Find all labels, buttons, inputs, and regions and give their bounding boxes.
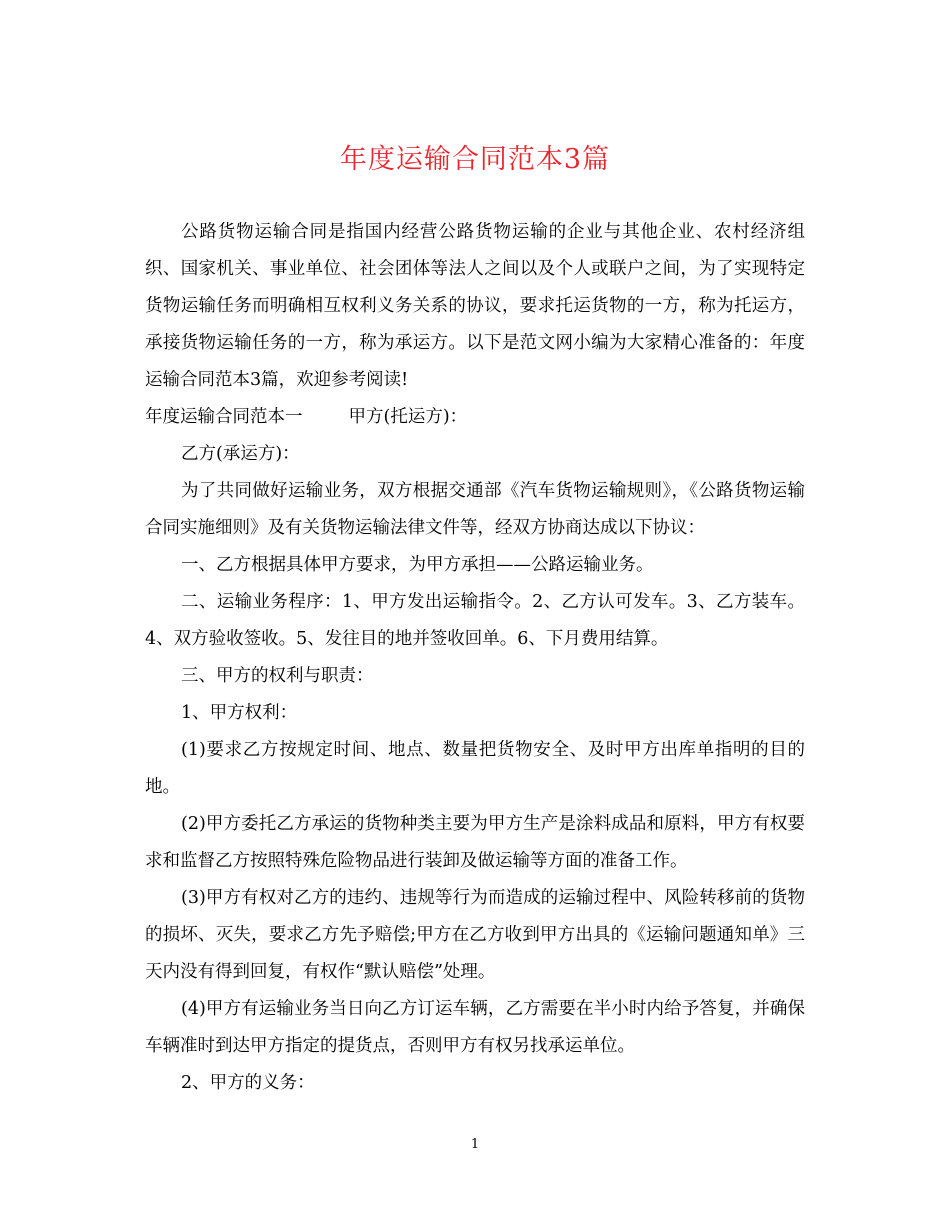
document-title: 年度运输合同范本3篇: [339, 144, 611, 175]
section-heading: 年度运输合同范本一: [145, 407, 303, 427]
party-a-right-4: (4)甲方有运输业务当日向乙方订运车辆，乙方需要在半小时内给予答复，并确保车辆准时到达甲方指定的提货点，否则甲方有权另找承运单位。: [145, 999, 805, 1056]
agreement-preamble: 为了共同做好运输业务，双方根据交通部《汽车货物运输规则》，《公路货物运输合同实施细则》及有关货物运输法律文件等，经双方协商达成以下协议：: [145, 481, 805, 538]
clause-three-heading: 三、甲方的权利与职责：: [181, 666, 374, 686]
party-a-duties-heading: 2、甲方的义务：: [181, 1073, 315, 1093]
page-number: 1: [470, 1137, 480, 1152]
party-a-right-1: (1)要求乙方按规定时间、地点、数量把货物安全、及时甲方出库单指明的目的地。: [145, 740, 805, 797]
party-b-label: 乙方(承运方)：: [181, 444, 300, 464]
party-a-label: 甲方(托运方)：: [348, 407, 468, 427]
party-a-rights-heading: 1、甲方权利：: [181, 703, 298, 723]
document-body: [145, 214, 805, 1102]
party-a-right-3: (3)甲方有权对乙方的违约、违规等行为而造成的运输过程中、风险转移前的货物的损坏、灭失，要求乙方先予赔偿;甲方在乙方收到甲方出具的《运输问题通知单》三天内没有得到回复，有权作“默认赔偿”处理。: [145, 888, 805, 982]
clause-one: 一、乙方根据具体甲方要求，为甲方承担——公路运输业务。: [181, 555, 654, 575]
clause-two-procedure: 二、运输业务程序：1、甲方发出运输指令。2、乙方认可发车。3、乙方装车。4、双方验收签收。5、发往目的地并签收回单。6、下月费用结算。: [145, 592, 805, 649]
section-heading-line: [145, 399, 805, 436]
party-a-right-2: (2)甲方委托乙方承运的货物种类主要为甲方生产是涂料成品和原料，甲方有权要求和监督乙方按照特殊危险物品进行装卸及做运输等方面的准备工作。: [145, 814, 805, 871]
intro-paragraph: 公路货物运输合同是指国内经营公路货物运输的企业与其他企业、农村经济组织、国家机关、事业单位、社会团体等法人之间以及个人或联户之间，为了实现特定货物运输任务而明确相互权利义务关系的协议，要求托运货物的一方，称为托运方，承接货物运输任务的一方，称为承运方。以下是范文网小编为大家精心准备的：年度运输合同范本3篇，欢迎参考阅读!: [145, 222, 805, 390]
